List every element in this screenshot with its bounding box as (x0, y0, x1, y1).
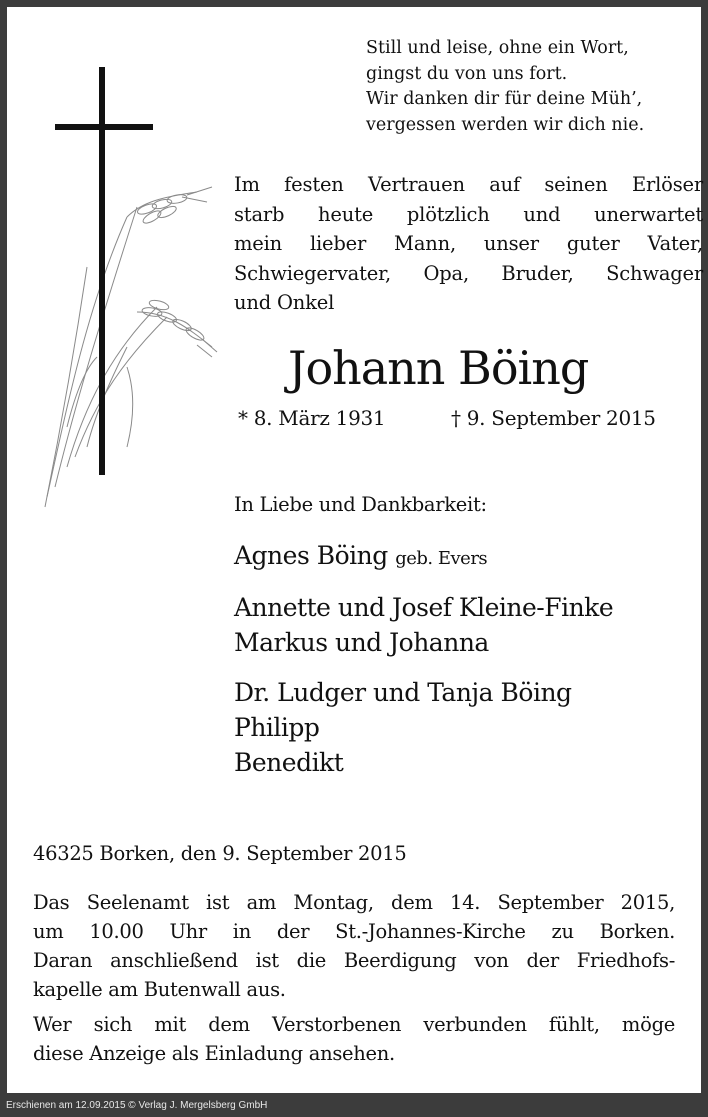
spouse-maiden-name: geb. Evers (395, 548, 488, 569)
service-line: Wer sich mit dem Verstorbenen verbunden fühlt, möge (33, 1013, 675, 1036)
wheat-icon (45, 187, 217, 507)
intro-line: starb heute plötzlich und unerwartet (234, 202, 703, 226)
intro-line: und Onkel (234, 291, 335, 314)
mourner-spouse (234, 538, 487, 577)
intro-line: Im festen Vertrauen auf seinen Erlöser (234, 173, 703, 196)
service-line: Das Seelenamt ist am Montag, dem 14. September 2015, (33, 891, 675, 914)
mourner-line: Benedikt (234, 748, 344, 777)
poem-line: gingst du von uns fort. (366, 63, 568, 84)
intro-text (234, 170, 703, 318)
mourner-line: Philipp (234, 713, 320, 742)
deceased-name: Johann Böing (288, 341, 589, 395)
mourner-line: Dr. Ludger und Tanja Böing (234, 678, 572, 707)
poem (366, 36, 644, 138)
mourner-family-1 (234, 590, 613, 660)
mourner-line: Annette und Josef Kleine-Finke (234, 593, 614, 622)
service-line: diese Anzeige als Einladung ansehen. (33, 1042, 395, 1065)
intro-line: Schwiegervater, Opa, Bruder, Schwager (234, 261, 703, 285)
poem-line: Wir danken dir für deine Müh’, (366, 89, 643, 109)
birth-date: * 8. März 1931 (238, 406, 386, 430)
obituary-page (7, 7, 701, 1093)
place-date: 46325 Borken, den 9. September 2015 (33, 842, 407, 865)
publication-footer: Erschienen am 12.09.2015 © Verlag J. Mergelsberg GmbH (6, 1100, 268, 1111)
intro-line: mein lieber Mann, unser guter Vater, (234, 232, 703, 255)
mourners-heading: In Liebe und Dankbarkeit: (234, 493, 487, 516)
death-date: † 9. September 2015 (451, 406, 656, 430)
mourner-family-2 (234, 675, 572, 780)
service-line: kapelle am Butenwall aus. (33, 978, 286, 1001)
spouse-name: Agnes Böing (234, 541, 388, 570)
service-line: um 10.00 Uhr in der St.-Johannes-Kirche zu Borken. (33, 920, 675, 943)
cross-icon (27, 67, 227, 517)
service-line: Daran anschließend ist die Beerdigung von der Friedhofs- (33, 949, 675, 972)
service-text (33, 888, 675, 1068)
poem-line: vergessen werden wir dich nie. (366, 114, 645, 135)
mourner-line: Markus und Johanna (234, 628, 489, 657)
poem-line: Still und leise, ohne ein Wort, (366, 38, 629, 58)
